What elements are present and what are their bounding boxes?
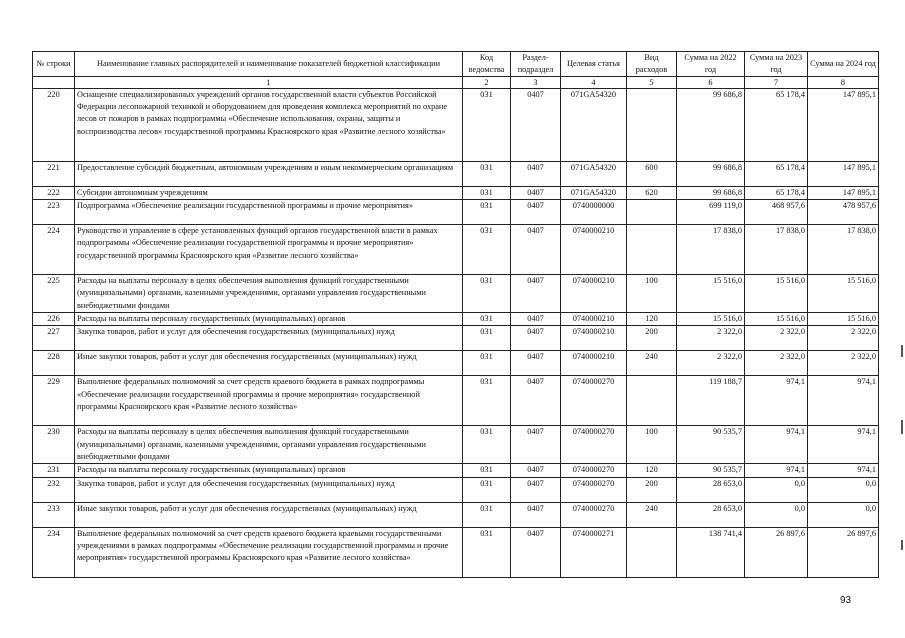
row-sum-2024: 15 516,0 — [808, 313, 879, 326]
row-sum-2022: 99 686,8 — [677, 89, 745, 162]
row-sum-2024: 147 895,1 — [808, 187, 879, 200]
row-sum-2022: 699 119,0 — [677, 200, 745, 225]
row-expense-type — [627, 225, 677, 275]
row-number: 222 — [33, 187, 75, 200]
row-sum-2022: 119 188,7 — [677, 376, 745, 426]
table-row — [33, 313, 879, 326]
table-row — [33, 527, 879, 577]
row-target: 0740000210 — [561, 326, 627, 351]
header-sum-2024: Сумма на 2024 год — [808, 52, 879, 77]
header-target: Целевая статья — [561, 52, 627, 77]
row-target: 0740000210 — [561, 275, 627, 313]
col-number: 2 — [463, 77, 511, 89]
row-number: 233 — [33, 502, 75, 527]
row-sum-2022: 99 686,8 — [677, 187, 745, 200]
row-section: 0407 — [511, 200, 561, 225]
row-target: 071GA54320 — [561, 162, 627, 187]
row-sum-2023: 65 178,4 — [745, 162, 808, 187]
row-sum-2024: 0,0 — [808, 477, 879, 502]
row-expense-type — [627, 200, 677, 225]
row-sum-2024: 26 897,6 — [808, 527, 879, 577]
row-expense-type: 240 — [627, 502, 677, 527]
row-name: Подпрограмма «Обеспечение реализации государственной программы и прочие мероприятия» — [75, 200, 463, 225]
row-sum-2023: 0,0 — [745, 477, 808, 502]
row-sum-2022: 2 322,0 — [677, 351, 745, 376]
row-name: Выполнение федеральных полномочий за счет средств краевого бюджета в рамках подпрограммы «Обеспечение реализации государственной программы и прочие мероприятия» государственной программы Красноярского края «Развитие лесного хозяйства» — [75, 376, 463, 426]
col-number: 1 — [75, 77, 463, 89]
row-dept-code: 031 — [463, 162, 511, 187]
row-expense-type: 240 — [627, 351, 677, 376]
row-target: 0740000210 — [561, 351, 627, 376]
col-number: 4 — [561, 77, 627, 89]
row-dept-code: 031 — [463, 376, 511, 426]
row-section: 0407 — [511, 187, 561, 200]
row-dept-code: 031 — [463, 351, 511, 376]
row-sum-2024: 147 895,1 — [808, 89, 879, 162]
row-sum-2023: 65 178,4 — [745, 187, 808, 200]
header-dept-code: Код ведомства — [463, 52, 511, 77]
row-target: 0740000270 — [561, 502, 627, 527]
col-number: 5 — [627, 77, 677, 89]
row-target: 0740000271 — [561, 527, 627, 577]
table-row — [33, 502, 879, 527]
row-sum-2022: 90 535,7 — [677, 464, 745, 477]
row-sum-2024: 17 838,0 — [808, 225, 879, 275]
row-target: 0740000000 — [561, 200, 627, 225]
scan-edge-mark — [901, 420, 903, 434]
row-expense-type — [627, 376, 677, 426]
row-sum-2022: 99 686,8 — [677, 162, 745, 187]
row-sum-2022: 28 653,0 — [677, 477, 745, 502]
row-number: 231 — [33, 464, 75, 477]
row-dept-code: 031 — [463, 89, 511, 162]
row-number: 227 — [33, 326, 75, 351]
row-number: 225 — [33, 275, 75, 313]
table-row — [33, 225, 879, 275]
row-number: 224 — [33, 225, 75, 275]
row-sum-2023: 974,1 — [745, 464, 808, 477]
page-number: 93 — [840, 595, 852, 606]
row-name: Выполнение федеральных полномочий за счет средств краевого бюджета краевыми государственными учреждениями в рамках подпрограммы «Обеспечение реализации государственной программы и прочие мероприятия» государственной программы Красноярского края «Развитие лесного хозяйства» — [75, 527, 463, 577]
row-dept-code: 031 — [463, 225, 511, 275]
scan-edge-mark — [901, 540, 903, 550]
row-dept-code: 031 — [463, 477, 511, 502]
row-sum-2022: 138 741,4 — [677, 527, 745, 577]
row-dept-code: 031 — [463, 527, 511, 577]
row-dept-code: 031 — [463, 502, 511, 527]
row-section: 0407 — [511, 275, 561, 313]
row-sum-2023: 468 957,6 — [745, 200, 808, 225]
table-row — [33, 376, 879, 426]
row-sum-2024: 974,1 — [808, 426, 879, 464]
row-name: Расходы на выплаты персоналу в целях обеспечения выполнения функций государственными (муниципальными) органами, казенными учреждениями, органами управления государственными внебюджетными фондами — [75, 426, 463, 464]
row-number: 230 — [33, 426, 75, 464]
row-sum-2024: 0,0 — [808, 502, 879, 527]
row-expense-type: 620 — [627, 187, 677, 200]
row-target: 0740000270 — [561, 464, 627, 477]
budget-table — [32, 51, 879, 578]
row-sum-2024: 15 516,0 — [808, 275, 879, 313]
row-expense-type: 120 — [627, 464, 677, 477]
table-row — [33, 89, 879, 162]
row-sum-2023: 2 322,0 — [745, 351, 808, 376]
row-section: 0407 — [511, 376, 561, 426]
row-number: 220 — [33, 89, 75, 162]
row-section: 0407 — [511, 162, 561, 187]
row-name: Субсидии автономным учреждениям — [75, 187, 463, 200]
row-target: 0740000210 — [561, 225, 627, 275]
table-row — [33, 477, 879, 502]
table-header-row — [33, 52, 879, 77]
row-target: 071GA54320 — [561, 187, 627, 200]
row-expense-type: 120 — [627, 313, 677, 326]
row-number: 223 — [33, 200, 75, 225]
row-section: 0407 — [511, 464, 561, 477]
row-sum-2024: 2 322,0 — [808, 351, 879, 376]
row-dept-code: 031 — [463, 464, 511, 477]
row-section: 0407 — [511, 225, 561, 275]
row-sum-2022: 15 516,0 — [677, 275, 745, 313]
table-row — [33, 162, 879, 187]
row-target: 0740000270 — [561, 426, 627, 464]
row-name: Руководство и управление в сфере установленных функций органов государственной власти в рамках подпрограммы «Обеспечение реализации государственной программы и прочие мероприятия» государственной программы Красноярского края «Развитие лесного хозяйства» — [75, 225, 463, 275]
row-sum-2022: 2 322,0 — [677, 326, 745, 351]
col-number: 3 — [511, 77, 561, 89]
row-sum-2023: 974,1 — [745, 376, 808, 426]
row-name: Предоставление субсидий бюджетным, автономным учреждениям и иным некоммерческим организациям — [75, 162, 463, 187]
row-section: 0407 — [511, 477, 561, 502]
row-number: 221 — [33, 162, 75, 187]
row-name: Иные закупки товаров, работ и услуг для обеспечения государственных (муниципальных) нужд — [75, 351, 463, 376]
table-row — [33, 187, 879, 200]
header-sum-2023: Сумма на 2023 год — [745, 52, 808, 77]
row-expense-type: 100 — [627, 426, 677, 464]
row-sum-2022: 17 838,0 — [677, 225, 745, 275]
row-sum-2023: 2 322,0 — [745, 326, 808, 351]
row-sum-2022: 28 653,0 — [677, 502, 745, 527]
row-section: 0407 — [511, 326, 561, 351]
row-section: 0407 — [511, 426, 561, 464]
row-name: Оснащение специализированных учреждений органов государственной власти субъектов Российской Федерации лесопожарной техникой и оборудованием для проведения комплекса мероприятий по охране лесов от пожаров в рамках подпрограммы «Обеспечение использования, охраны, защиты и воспроизводства лесов» государственной программы Красноярского края «Развитие лесного хозяйства» — [75, 89, 463, 162]
table-row — [33, 464, 879, 477]
row-sum-2024: 478 957,6 — [808, 200, 879, 225]
row-name: Расходы на выплаты персоналу государственных (муниципальных) органов — [75, 313, 463, 326]
row-section: 0407 — [511, 89, 561, 162]
row-sum-2023: 26 897,6 — [745, 527, 808, 577]
scan-edge-mark — [901, 345, 903, 357]
row-name: Расходы на выплаты персоналу в целях обеспечения выполнения функций государственными (муниципальными) органами, казенными учреждениями, органами управления государственными внебюджетными фондами — [75, 275, 463, 313]
row-name: Закупка товаров, работ и услуг для обеспечения государственных (муниципальных) нужд — [75, 326, 463, 351]
row-expense-type — [627, 527, 677, 577]
row-expense-type: 600 — [627, 162, 677, 187]
row-target: 0740000270 — [561, 477, 627, 502]
table-row — [33, 351, 879, 376]
row-section: 0407 — [511, 351, 561, 376]
row-name: Закупка товаров, работ и услуг для обеспечения государственных (муниципальных) нужд — [75, 477, 463, 502]
row-dept-code: 031 — [463, 313, 511, 326]
row-number: 229 — [33, 376, 75, 426]
row-sum-2024: 974,1 — [808, 376, 879, 426]
row-dept-code: 031 — [463, 426, 511, 464]
row-number: 232 — [33, 477, 75, 502]
row-expense-type: 100 — [627, 275, 677, 313]
col-number: 7 — [745, 77, 808, 89]
row-target: 0740000270 — [561, 376, 627, 426]
row-expense-type: 200 — [627, 326, 677, 351]
row-section: 0407 — [511, 527, 561, 577]
row-sum-2023: 15 516,0 — [745, 275, 808, 313]
row-name: Расходы на выплаты персоналу государственных (муниципальных) органов — [75, 464, 463, 477]
row-sum-2023: 974,1 — [745, 426, 808, 464]
row-expense-type — [627, 89, 677, 162]
row-dept-code: 031 — [463, 326, 511, 351]
col-number: 6 — [677, 77, 745, 89]
row-target: 0740000210 — [561, 313, 627, 326]
row-section: 0407 — [511, 313, 561, 326]
row-sum-2023: 0,0 — [745, 502, 808, 527]
row-dept-code: 031 — [463, 187, 511, 200]
row-expense-type: 200 — [627, 477, 677, 502]
row-sum-2022: 15 516,0 — [677, 313, 745, 326]
column-number-row — [33, 77, 879, 89]
row-dept-code: 031 — [463, 275, 511, 313]
row-target: 071GA54320 — [561, 89, 627, 162]
header-sum-2022: Сумма на 2022 год — [677, 52, 745, 77]
row-sum-2024: 2 322,0 — [808, 326, 879, 351]
table-row — [33, 275, 879, 313]
row-sum-2023: 65 178,4 — [745, 89, 808, 162]
col-number: 8 — [808, 77, 879, 89]
header-name: Наименование главных распорядителей и наименование показателей бюджетной классификации — [75, 52, 463, 77]
table-row — [33, 426, 879, 464]
row-sum-2024: 974,1 — [808, 464, 879, 477]
row-number: 234 — [33, 527, 75, 577]
header-row-no: № строки — [33, 52, 75, 77]
row-section: 0407 — [511, 502, 561, 527]
header-expense-type: Вид расходов — [627, 52, 677, 77]
row-number: 226 — [33, 313, 75, 326]
row-sum-2023: 17 838,0 — [745, 225, 808, 275]
row-sum-2024: 147 895,1 — [808, 162, 879, 187]
row-name: Иные закупки товаров, работ и услуг для обеспечения государственных (муниципальных) нужд — [75, 502, 463, 527]
budget-table-page — [32, 51, 878, 578]
row-sum-2022: 90 535,7 — [677, 426, 745, 464]
col-number — [33, 77, 75, 89]
header-section: Раздел-подраздел — [511, 52, 561, 77]
table-row — [33, 326, 879, 351]
row-dept-code: 031 — [463, 200, 511, 225]
table-row — [33, 200, 879, 225]
row-number: 228 — [33, 351, 75, 376]
row-sum-2023: 15 516,0 — [745, 313, 808, 326]
